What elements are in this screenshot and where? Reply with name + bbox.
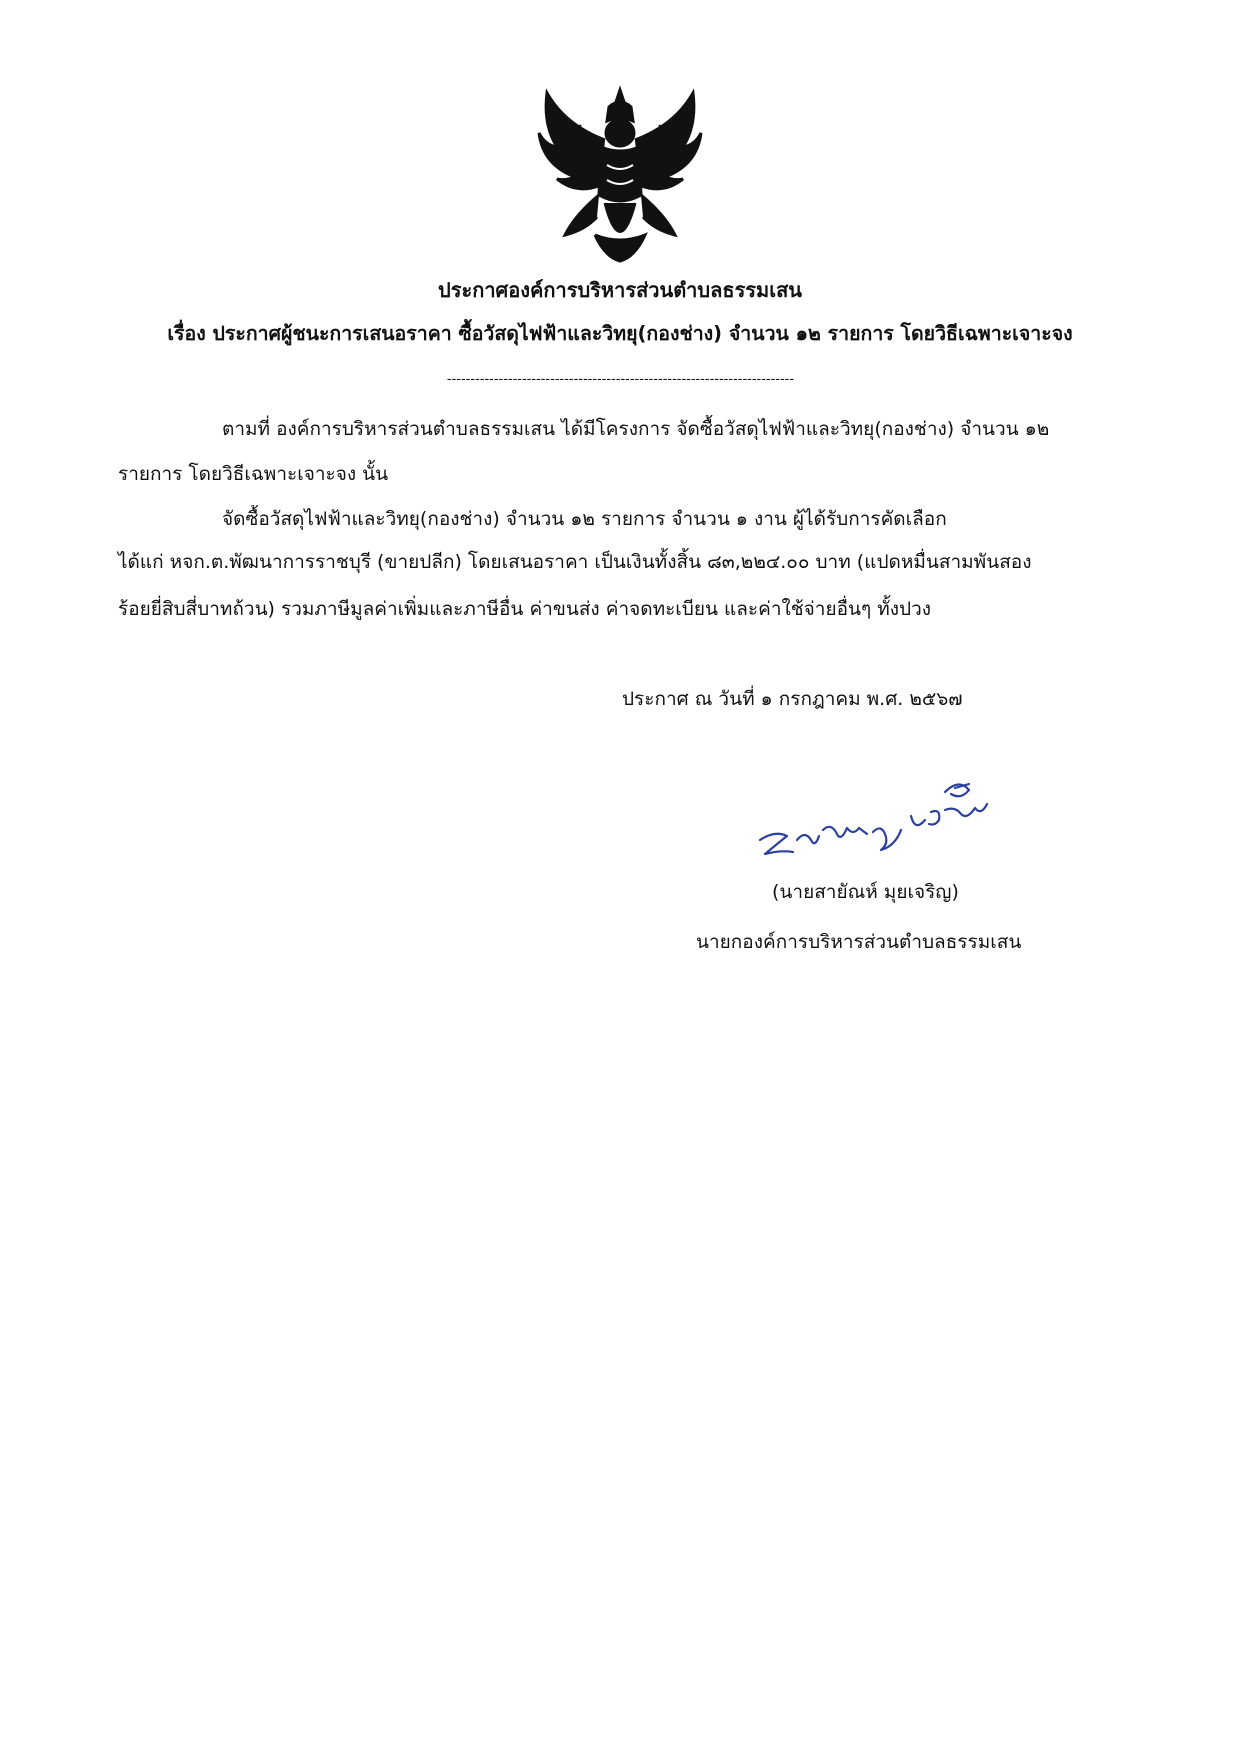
paragraph2-line3: ร้อยยี่สิบสี่บาทถ้วน) รวมภาษีมูลค่าเพิ่มและภาษีอื่น ค่าขนส่ง ค่าจดทะเบียน และค่าใช้จ่ายอื่นๆ ทั้งปวง xyxy=(118,598,932,620)
paragraph2-line2: ได้แก่ หจก.ต.พัฒนาการราชบุรี (ขายปลีก) โดยเสนอราคา เป็นเงินทั้งสิ้น ๘๓,๒๒๔.๐๐ บาท (แปดหมื่นสามพันสอง xyxy=(118,551,1032,573)
announcement-heading: ประกาศองค์การบริหารส่วนตำบลธรรมเสน xyxy=(438,278,802,302)
handwritten-signature xyxy=(755,770,1035,870)
paragraph1-line1: ตามที่ องค์การบริหารส่วนตำบลธรรมเสน ได้มีโครงการ จัดซื้อวัสดุไฟฟ้าและวิทยุ(กองช่าง) จำนวน ๑๒ xyxy=(222,418,1050,440)
signer-position: นายกองค์การบริหารส่วนตำบลธรรมเสน xyxy=(696,931,1022,953)
garuda-emblem-icon xyxy=(535,85,705,265)
paragraph1-line2: รายการ โดยวิธีเฉพาะเจาะจง นั้น xyxy=(118,463,389,485)
signer-name: (นายสายัณห์ มุยเจริญ) xyxy=(772,881,959,903)
announcement-date: ประกาศ ณ วันที่ ๑ กรกฎาคม พ.ศ. ๒๕๖๗ xyxy=(622,688,963,710)
announcement-subject: เรื่อง ประกาศผู้ชนะการเสนอราคา ซื้อวัสดุไฟฟ้าและวิทยุ(กองช่าง) จำนวน ๑๒ รายการ โดยวิธีเฉพาะเจาะจง xyxy=(167,322,1073,345)
separator-line: -------------------------------------------------------------------------- xyxy=(446,372,795,387)
paragraph2-line1: จัดซื้อวัสดุไฟฟ้าและวิทยุ(กองช่าง) จำนวน ๑๒ รายการ จำนวน ๑ งาน ผู้ได้รับการคัดเลือก xyxy=(222,508,947,530)
